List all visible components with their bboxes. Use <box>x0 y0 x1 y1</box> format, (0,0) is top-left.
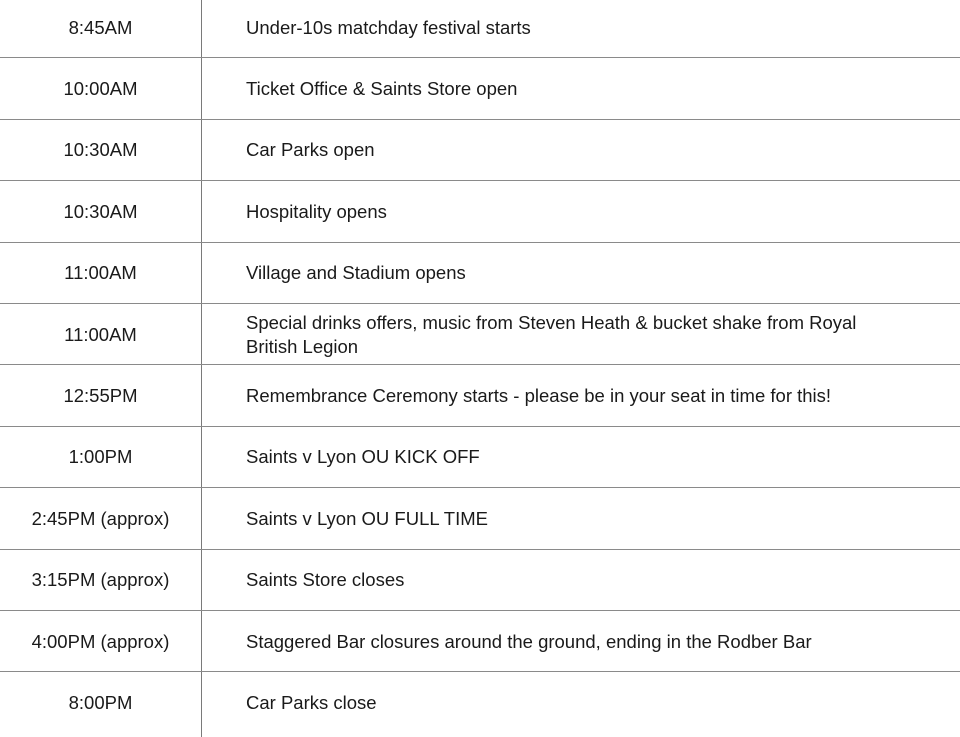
event-cell: Under-10s matchday festival starts <box>246 16 531 38</box>
table-row <box>0 427 960 488</box>
time-cell: 8:00PM <box>68 691 133 713</box>
time-cell: 8:45AM <box>68 16 133 38</box>
time-cell: 11:00AM <box>64 262 137 284</box>
table-row <box>0 550 960 611</box>
table-row <box>0 365 960 426</box>
table-row <box>0 488 960 549</box>
table-row <box>0 611 960 672</box>
time-cell: 11:00AM <box>64 323 137 345</box>
event-cell: Special drinks offers, music from Steven Heath & bucket shake from Royal British Legion <box>246 311 857 357</box>
table-row <box>0 0 960 58</box>
event-cell: Village and Stadium opens <box>246 262 466 284</box>
event-cell: Saints Store closes <box>246 569 405 591</box>
table-row <box>0 304 960 365</box>
event-cell: Remembrance Ceremony starts - please be in your seat in time for this! <box>246 385 832 407</box>
time-cell: 12:55PM <box>63 384 138 406</box>
event-cell: Hospitality opens <box>246 200 387 222</box>
event-cell: Ticket Office & Saints Store open <box>246 78 518 100</box>
table-row <box>0 58 960 119</box>
time-cell: 1:00PM <box>68 446 133 468</box>
time-cell: 10:00AM <box>63 77 138 99</box>
event-cell: Car Parks open <box>246 139 375 161</box>
table-row <box>0 120 960 181</box>
event-cell: Saints v Lyon OU FULL TIME <box>246 507 488 529</box>
time-cell: 10:30AM <box>63 139 138 161</box>
table-row <box>0 672 960 733</box>
time-cell: 10:30AM <box>63 200 138 222</box>
event-cell: Saints v Lyon OU KICK OFF <box>246 446 480 468</box>
time-cell: 4:00PM (approx) <box>31 630 170 652</box>
time-cell: 2:45PM (approx) <box>31 507 170 529</box>
table-row <box>0 243 960 304</box>
event-cell: Staggered Bar closures around the ground, ending in the Rodber Bar <box>246 630 812 652</box>
event-cell: Car Parks close <box>246 692 377 714</box>
table-row <box>0 181 960 242</box>
time-cell: 3:15PM (approx) <box>31 569 170 591</box>
